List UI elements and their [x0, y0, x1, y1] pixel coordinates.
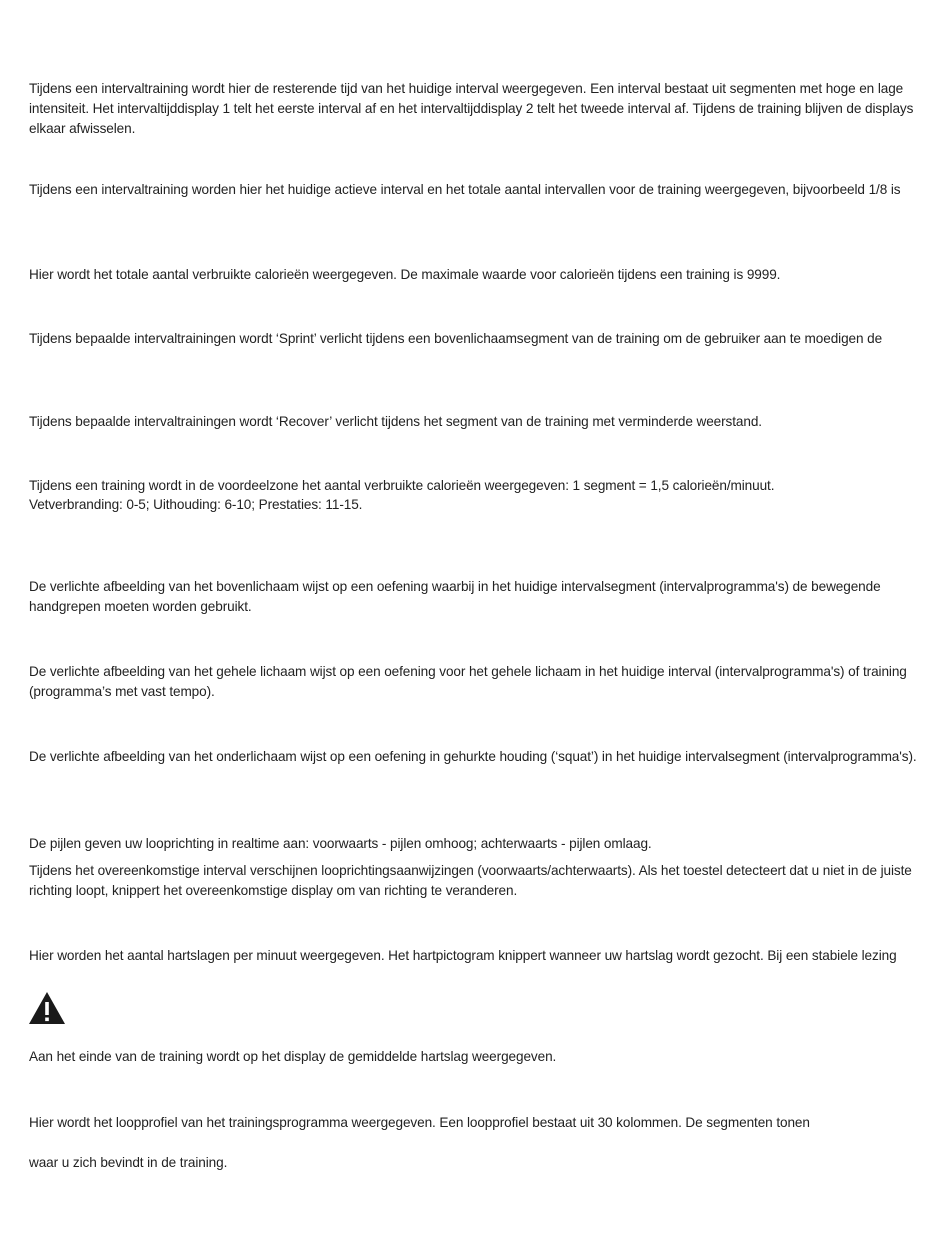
zone-text-line-1: Tijdens een training wordt in de voordeelzone het aantal verbruikte calorieën weergegeven: 1 segment = 1,5 calorieën/minuut.: [29, 478, 775, 493]
zone-text-line-2: Vetverbranding: 0-5; Uithouding: 6-10; Prestaties: 11-15.: [29, 497, 363, 512]
direction-text-line-2: Tijdens het overeenkomstige interval verschijnen looprichtingsaanwijzingen (voorwaarts/achterwaarts). Als het toestel detecteert dat u niet in de juiste richting loopt, knippert het overeenkomstige display om van richting te veranderen.: [29, 863, 912, 898]
calories-text: Hier wordt het totale aantal verbruikte calorieën weergegeven. De maximale waarde voor calorieën tijdens een training is 9999.: [29, 267, 781, 282]
profile-text-line-1: Hier wordt het loopprofiel van het trainingsprogramma weergegeven. Een loopprofiel bestaat uit 30 kolommen. De segmenten tonen: [29, 1115, 810, 1130]
heart-rate-text: Hier worden het aantal hartslagen per minuut weergegeven. Het hartpictogram knippert wanneer uw hartslag wordt gezocht. Bij een stabiele lezing: [29, 948, 897, 963]
profile-text-line-2: waar u zich bevindt in de training.: [29, 1155, 228, 1170]
upper-body-text: De verlichte afbeelding van het bovenlichaam wijst op een oefening waarbij in het huidige intervalsegment (intervalprogramma's) de bewegende handgrepen moeten worden gebruikt.: [29, 579, 881, 614]
lower-body-text: De verlichte afbeelding van het onderlichaam wijst op een oefening in gehurkte houding (‘squat’) in het huidige intervalsegment (intervalprogramma's).: [29, 749, 917, 764]
sprint-text: Tijdens bepaalde intervaltrainingen wordt ‘Sprint’ verlicht tijdens een bovenlichaamsegment van de training om de gebruiker aan te moedigen de: [29, 331, 883, 346]
warning-triangle-icon: [28, 991, 66, 1025]
avg-heart-rate-text: Aan het einde van de training wordt op het display de gemiddelde hartslag weergegeven.: [29, 1049, 557, 1064]
total-body-text: De verlichte afbeelding van het gehele lichaam wijst op een oefening voor het gehele lichaam in het huidige interval (intervalprogramma's) of training (programma’s met vast tempo).: [29, 664, 907, 699]
recover-text: Tijdens bepaalde intervaltrainingen wordt ‘Recover’ verlicht tijdens het segment van de training met verminderde weerstand.: [29, 414, 762, 429]
interval-time-text: Tijdens een intervaltraining wordt hier de resterende tijd van het huidige interval weergegeven. Een interval bestaat uit segmenten met hoge en lage intensiteit. Het intervaltijddisplay 1 telt het eerste interval af en het intervaltijddisplay 2 telt het tweede interval af. Tijdens de training blijven de displays elkaar afwisselen.: [29, 81, 914, 136]
direction-text-line-1: De pijlen geven uw looprichting in realtime aan: voorwaarts - pijlen omhoog; achterwaarts - pijlen omlaag.: [29, 836, 652, 851]
interval-count-text: Tijdens een intervaltraining worden hier het huidige actieve interval en het totale aantal intervallen voor de training weergegeven, bijvoorbeeld 1/8 is: [29, 182, 901, 197]
